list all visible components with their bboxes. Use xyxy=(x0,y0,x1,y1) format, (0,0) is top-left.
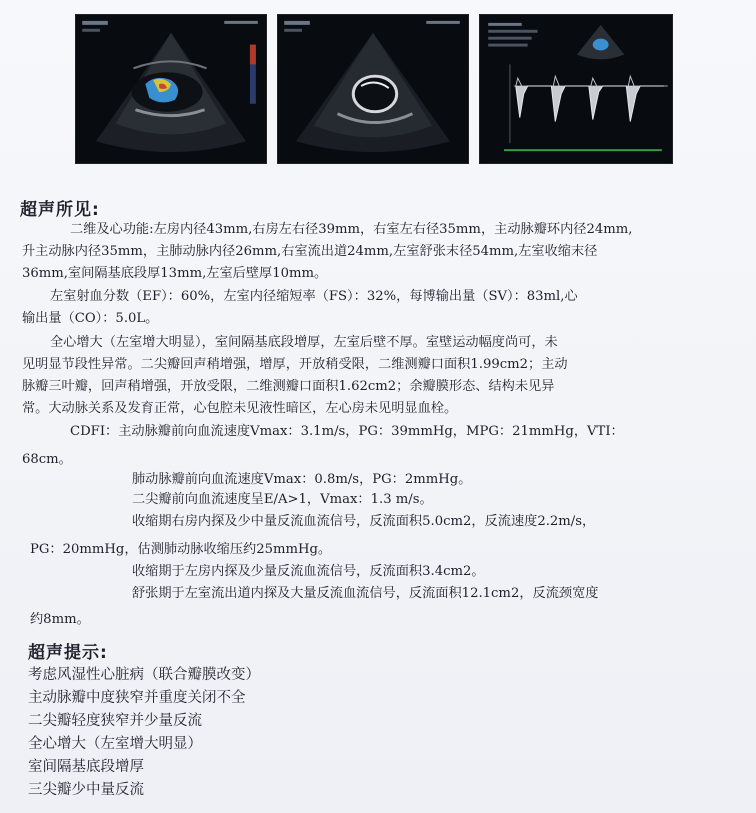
findings-line: 68cm。 xyxy=(22,452,72,467)
findings-line: 输出量（CO）：5.0L。 xyxy=(22,311,159,326)
conclusion-item: 二尖瓣轻度狭窄并少量反流 xyxy=(28,713,202,729)
ultrasound-image-2 xyxy=(277,14,469,164)
ultrasound-image-3 xyxy=(479,14,673,164)
findings-line: 36mm,室间隔基底段厚13mm,左室后壁厚10mm。 xyxy=(22,266,328,281)
conclusion-item: 三尖瓣少中量反流 xyxy=(28,782,144,798)
ultrasound-image-1 xyxy=(75,14,267,164)
findings-line: 收缩期于左房内探及少量反流血流信号，反流面积3.4cm2。 xyxy=(132,564,485,579)
conclusion-item: 主动脉瓣中度狭窄并重度关闭不全 xyxy=(28,690,246,706)
findings-line: 左室射血分数（EF）：60%，左室内径缩短率（FS）：32%，每博输出量（SV）：83ml,心 xyxy=(50,289,578,304)
ultrasound-image-strip xyxy=(75,14,671,164)
findings-line: 约8mm。 xyxy=(30,612,90,627)
findings-line: 全心增大（左室增大明显），室间隔基底段增厚，左室后壁不厚。室壁运动幅度尚可，未 xyxy=(50,335,558,350)
findings-line: 舒张期于左室流出道内探及大量反流血流信号，反流面积12.1cm2，反流颈宽度 xyxy=(132,586,599,601)
findings-heading: 超声所见: xyxy=(20,200,100,220)
findings-line: 二尖瓣前向血流速度呈E/A>1，Vmax：1.3 m/s。 xyxy=(132,492,433,507)
findings-line: 收缩期右房内探及少中量反流血流信号，反流面积5.0cm2，反流速度2.2m/s， xyxy=(132,514,596,529)
findings-line: 二维及心功能:左房内径43mm,右房左右径39mm，右室左右径35mm，主动脉瓣环内径24mm, xyxy=(70,222,633,237)
findings-line: 见明显节段性异常。二尖瓣回声稍增强，增厚，开放稍受限，二维测瓣口面积1.99cm2；主动 xyxy=(22,357,568,372)
conclusion-item: 考虑风湿性心脏病（联合瓣膜改变） xyxy=(28,667,260,683)
conclusion-item: 全心增大（左室增大明显） xyxy=(28,736,202,752)
findings-line: 常。大动脉关系及发育正常，心包腔未见液性暗区，左心房未见明显血栓。 xyxy=(22,401,458,416)
findings-line: CDFI：主动脉瓣前向血流速度Vmax：3.1m/s，PG：39mmHg，MPG：21mmHg，VTI： xyxy=(70,424,624,439)
conclusion-item: 室间隔基底段增厚 xyxy=(28,759,144,775)
findings-line: 脉瓣三叶瓣，回声稍增强，开放受限，二维测瓣口面积1.62cm2；余瓣膜形态、结构未见异 xyxy=(22,379,555,394)
findings-line: 肺动脉瓣前向血流速度Vmax：0.8m/s，PG：2mmHg。 xyxy=(132,472,472,487)
findings-line: 升主动脉内径35mm，主肺动脉内径26mm,右室流出道24mm,左室舒张末径54mm,左室收缩末径 xyxy=(22,244,598,259)
conclusion-heading: 超声提示: xyxy=(28,643,108,663)
findings-line: PG：20mmHg，估测肺动脉收缩压约25mmHg。 xyxy=(30,542,332,557)
